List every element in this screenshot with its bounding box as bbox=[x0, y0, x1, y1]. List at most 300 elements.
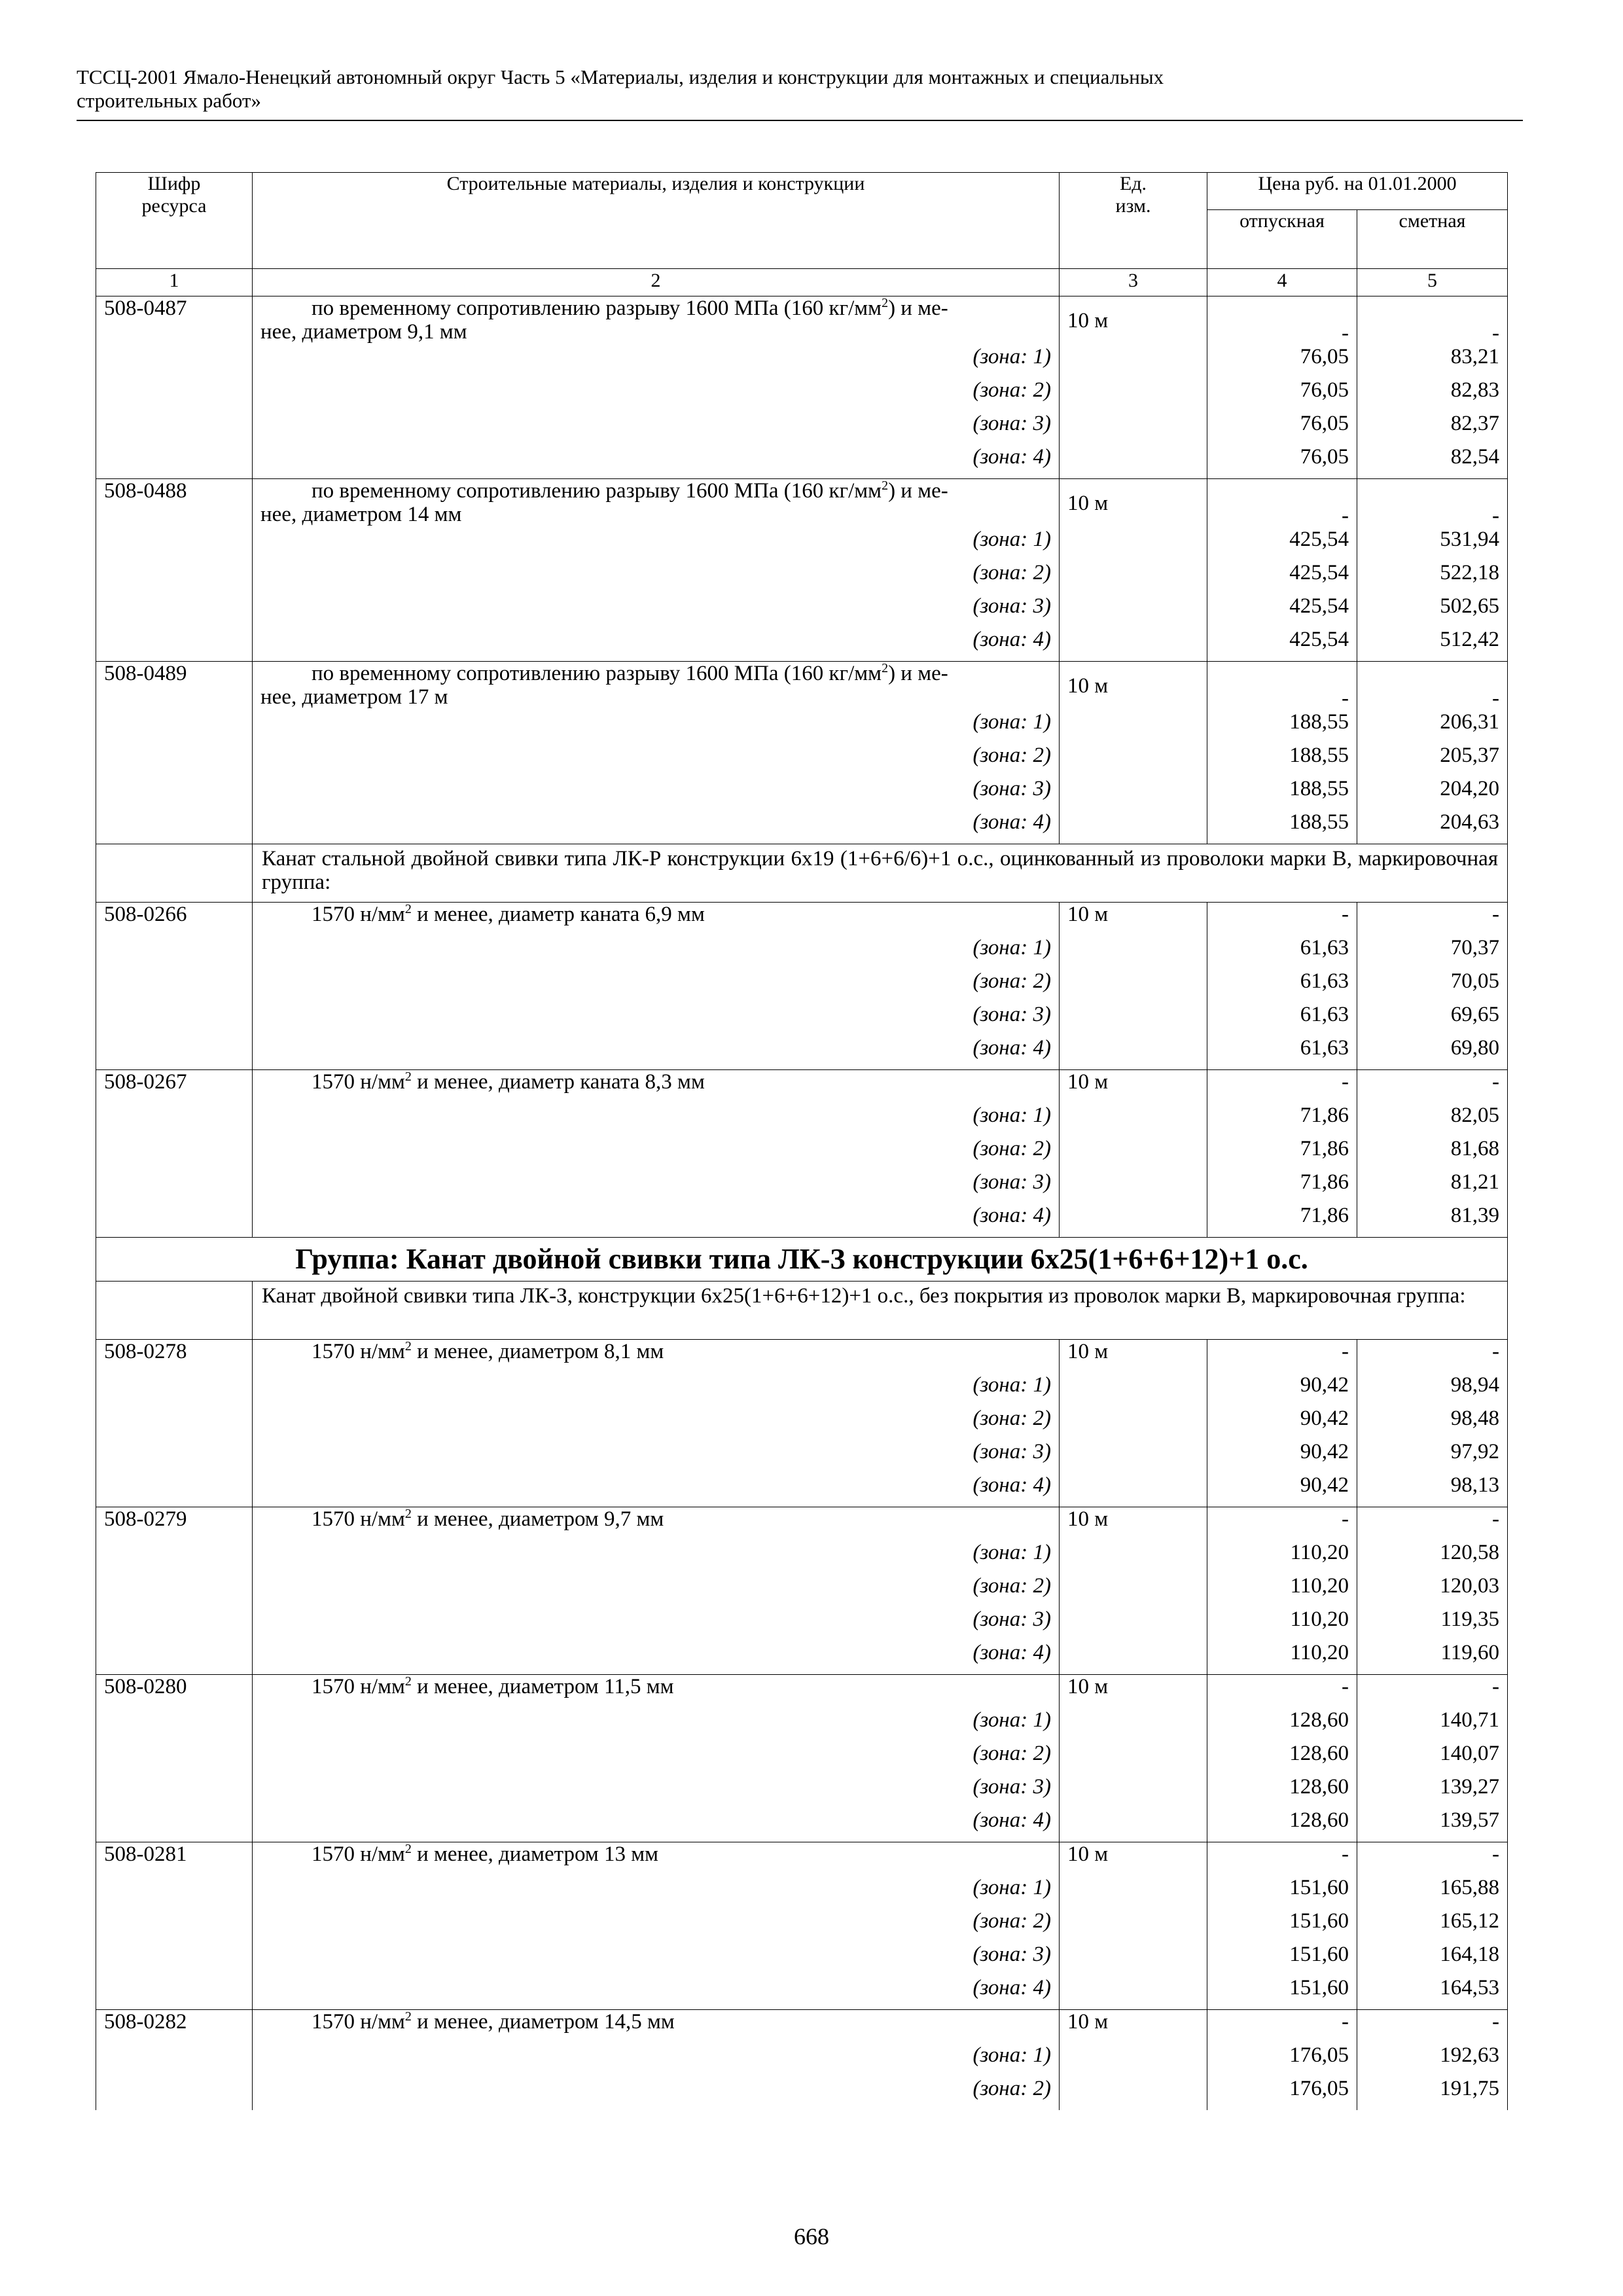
zone-row bbox=[96, 1909, 1508, 1943]
zone-row bbox=[96, 1943, 1508, 1976]
header-unit-l1: Ед. bbox=[1119, 173, 1147, 194]
subsection-row bbox=[96, 844, 1508, 903]
group-heading-row bbox=[96, 1238, 1508, 1282]
empty-unit-cell bbox=[1060, 1808, 1207, 1842]
empty-code-cell bbox=[96, 744, 253, 777]
unit-cell: 10 м bbox=[1060, 1340, 1207, 1374]
zone-row bbox=[96, 1473, 1508, 1507]
empty-code-cell bbox=[96, 1541, 253, 1574]
item-row bbox=[96, 2010, 1508, 2044]
unit-cell: 10 м bbox=[1060, 1070, 1207, 1104]
zone-estimate-price: 82,83 bbox=[1357, 378, 1508, 412]
unit-cell: 10 м bbox=[1060, 903, 1207, 937]
release-price: - bbox=[1207, 903, 1357, 937]
zone-label: (зона: 4) bbox=[253, 1641, 1060, 1675]
description-text-b: и менее, диаметром 14,5 мм bbox=[411, 2010, 675, 2034]
zone-row bbox=[96, 810, 1508, 844]
estimate-price: - bbox=[1357, 1842, 1508, 1876]
column-number: 4 bbox=[1207, 269, 1357, 296]
empty-code-cell bbox=[96, 345, 253, 378]
zone-release-price: 90,42 bbox=[1207, 1373, 1357, 1407]
zone-label: (зона: 1) bbox=[253, 710, 1060, 744]
empty-code-cell bbox=[96, 1943, 253, 1976]
empty-unit-cell bbox=[1060, 2077, 1207, 2110]
unit-cell: 10 м bbox=[1060, 662, 1207, 711]
empty-code-cell bbox=[96, 412, 253, 445]
zone-estimate-price: 206,31 bbox=[1357, 710, 1508, 744]
header-price-cell: Цена руб. на 01.01.2000 bbox=[1207, 173, 1508, 210]
page-number: 668 bbox=[794, 2223, 829, 2250]
zone-estimate-price: 522,18 bbox=[1357, 561, 1508, 594]
empty-code-cell bbox=[96, 594, 253, 628]
empty-unit-cell bbox=[1060, 710, 1207, 744]
zone-label: (зона: 3) bbox=[253, 777, 1060, 810]
zone-row bbox=[96, 1641, 1508, 1675]
item-row bbox=[96, 903, 1508, 937]
zone-row bbox=[96, 710, 1508, 744]
zone-row bbox=[96, 2077, 1508, 2110]
description-text-b: и менее, диаметр каната 6,9 мм bbox=[411, 903, 705, 926]
description-text-b: и менее, диаметром 8,1 мм bbox=[411, 1340, 664, 1363]
zone-estimate-price: 531,94 bbox=[1357, 528, 1508, 561]
item-description bbox=[253, 479, 1060, 528]
zone-label: (зона: 3) bbox=[253, 1440, 1060, 1473]
zone-row bbox=[96, 561, 1508, 594]
resource-code: 508-0488 bbox=[96, 479, 253, 528]
empty-unit-cell bbox=[1060, 2043, 1207, 2077]
zone-label: (зона: 4) bbox=[253, 1473, 1060, 1507]
empty-unit-cell bbox=[1060, 561, 1207, 594]
estimate-price: - bbox=[1357, 1675, 1508, 1709]
zone-estimate-price: 502,65 bbox=[1357, 594, 1508, 628]
zone-estimate-price: 98,94 bbox=[1357, 1373, 1508, 1407]
item-description bbox=[253, 1842, 1060, 1876]
zone-label: (зона: 2) bbox=[253, 744, 1060, 777]
column-number-row bbox=[96, 269, 1508, 296]
empty-unit-cell bbox=[1060, 628, 1207, 662]
resource-code: 508-0278 bbox=[96, 1340, 253, 1374]
zone-label: (зона: 1) bbox=[253, 1373, 1060, 1407]
zone-release-price: 188,55 bbox=[1207, 777, 1357, 810]
item-row bbox=[96, 1340, 1508, 1374]
empty-unit-cell bbox=[1060, 1708, 1207, 1742]
empty-code-cell bbox=[96, 1708, 253, 1742]
zone-release-price: 71,86 bbox=[1207, 1137, 1357, 1170]
empty-unit-cell bbox=[1060, 1909, 1207, 1943]
empty-unit-cell bbox=[1060, 810, 1207, 844]
zone-release-price: 425,54 bbox=[1207, 528, 1357, 561]
empty-unit-cell bbox=[1060, 594, 1207, 628]
empty-code-cell bbox=[96, 969, 253, 1003]
resource-code: 508-0489 bbox=[96, 662, 253, 711]
empty-code-cell bbox=[96, 936, 253, 969]
zone-label: (зона: 1) bbox=[253, 345, 1060, 378]
zone-row bbox=[96, 445, 1508, 479]
empty-code-cell bbox=[96, 844, 253, 903]
zone-row bbox=[96, 969, 1508, 1003]
zone-release-price: 188,55 bbox=[1207, 744, 1357, 777]
superscript-2: 2 bbox=[404, 902, 412, 916]
zone-label: (зона: 4) bbox=[253, 445, 1060, 479]
zone-row bbox=[96, 1137, 1508, 1170]
zone-release-price: 425,54 bbox=[1207, 561, 1357, 594]
zone-label: (зона: 1) bbox=[253, 1708, 1060, 1742]
zone-label: (зона: 2) bbox=[253, 1909, 1060, 1943]
item-description bbox=[253, 2010, 1060, 2044]
column-number: 3 bbox=[1060, 269, 1207, 296]
zone-estimate-price: 119,35 bbox=[1357, 1607, 1508, 1641]
item-row bbox=[96, 296, 1508, 346]
column-number: 5 bbox=[1357, 269, 1508, 296]
zone-row bbox=[96, 1373, 1508, 1407]
zone-estimate-price: 204,63 bbox=[1357, 810, 1508, 844]
zone-row bbox=[96, 936, 1508, 969]
header-unit-l2: изм. bbox=[1115, 195, 1151, 217]
header-code-cell bbox=[96, 173, 253, 269]
empty-unit-cell bbox=[1060, 777, 1207, 810]
empty-code-cell bbox=[96, 1003, 253, 1036]
resource-code: 508-0267 bbox=[96, 1070, 253, 1104]
estimate-price: - bbox=[1357, 479, 1508, 528]
zone-label: (зона: 3) bbox=[253, 412, 1060, 445]
zone-release-price: 110,20 bbox=[1207, 1607, 1357, 1641]
estimate-price: - bbox=[1357, 1507, 1508, 1541]
empty-code-cell bbox=[96, 1909, 253, 1943]
empty-code-cell bbox=[96, 1036, 253, 1070]
zone-release-price: 425,54 bbox=[1207, 594, 1357, 628]
estimate-price: - bbox=[1357, 296, 1508, 346]
empty-code-cell bbox=[96, 810, 253, 844]
zone-label: (зона: 4) bbox=[253, 628, 1060, 662]
description-text-a: 1570 н/мм bbox=[312, 1507, 405, 1531]
zone-label: (зона: 1) bbox=[253, 2043, 1060, 2077]
description-text-b: и менее, диаметром 13 мм bbox=[411, 1842, 658, 1866]
zone-release-price: 90,42 bbox=[1207, 1407, 1357, 1440]
zone-release-price: 61,63 bbox=[1207, 969, 1357, 1003]
zone-estimate-price: 81,68 bbox=[1357, 1137, 1508, 1170]
empty-unit-cell bbox=[1060, 1137, 1207, 1170]
zone-release-price: 61,63 bbox=[1207, 1036, 1357, 1070]
empty-unit-cell bbox=[1060, 1775, 1207, 1808]
empty-unit-cell bbox=[1060, 1574, 1207, 1607]
superscript-2: 2 bbox=[882, 661, 889, 675]
empty-code-cell bbox=[96, 777, 253, 810]
empty-code-cell bbox=[96, 2077, 253, 2110]
release-price: - bbox=[1207, 479, 1357, 528]
description-text-a: 1570 н/мм bbox=[312, 1070, 405, 1094]
description-text-c: нее, диаметром 9,1 мм bbox=[260, 320, 467, 344]
zone-row bbox=[96, 1407, 1508, 1440]
zone-release-price: 425,54 bbox=[1207, 628, 1357, 662]
item-description bbox=[253, 903, 1060, 937]
item-row bbox=[96, 479, 1508, 528]
item-row bbox=[96, 1675, 1508, 1709]
description-text-b: и менее, диаметр каната 8,3 мм bbox=[411, 1070, 705, 1094]
empty-unit-cell bbox=[1060, 1607, 1207, 1641]
empty-code-cell bbox=[96, 1607, 253, 1641]
zone-row bbox=[96, 1204, 1508, 1238]
empty-unit-cell bbox=[1060, 1876, 1207, 1909]
zone-row bbox=[96, 1607, 1508, 1641]
empty-unit-cell bbox=[1060, 969, 1207, 1003]
superscript-2: 2 bbox=[882, 478, 889, 493]
zone-estimate-price: 82,05 bbox=[1357, 1103, 1508, 1137]
zone-release-price: 176,05 bbox=[1207, 2077, 1357, 2110]
zone-release-price: 151,60 bbox=[1207, 1876, 1357, 1909]
zone-label: (зона: 1) bbox=[253, 1876, 1060, 1909]
superscript-2: 2 bbox=[404, 1069, 412, 1084]
empty-code-cell bbox=[96, 1876, 253, 1909]
price-table bbox=[96, 172, 1508, 2110]
empty-code-cell bbox=[96, 628, 253, 662]
empty-unit-cell bbox=[1060, 1943, 1207, 1976]
empty-code-cell bbox=[96, 378, 253, 412]
release-price: - bbox=[1207, 1842, 1357, 1876]
unit-cell: 10 м bbox=[1060, 2010, 1207, 2044]
zone-release-price: 128,60 bbox=[1207, 1742, 1357, 1775]
zone-release-price: 128,60 bbox=[1207, 1775, 1357, 1808]
empty-code-cell bbox=[96, 1103, 253, 1137]
item-row bbox=[96, 1842, 1508, 1876]
zone-row bbox=[96, 345, 1508, 378]
empty-code-cell bbox=[96, 1282, 253, 1340]
zone-label: (зона: 4) bbox=[253, 1808, 1060, 1842]
description-text-a: 1570 н/мм bbox=[312, 1340, 405, 1363]
description-text-a: 1570 н/мм bbox=[312, 903, 405, 926]
zone-label: (зона: 4) bbox=[253, 1204, 1060, 1238]
zone-release-price: 188,55 bbox=[1207, 810, 1357, 844]
empty-unit-cell bbox=[1060, 744, 1207, 777]
zone-label: (зона: 2) bbox=[253, 378, 1060, 412]
zone-row bbox=[96, 1742, 1508, 1775]
superscript-2: 2 bbox=[404, 2009, 412, 2024]
header-code-l1: Шифр bbox=[147, 173, 201, 194]
estimate-price: - bbox=[1357, 2010, 1508, 2044]
zone-label: (зона: 2) bbox=[253, 1742, 1060, 1775]
subsection-text: Канат стальной двойной свивки типа ЛК-Р конструкции 6х19 (1+6+6/6)+1 о.с., оцинкованный из проволоки марки В, маркировочная группа: bbox=[253, 844, 1508, 903]
zone-release-price: 76,05 bbox=[1207, 378, 1357, 412]
release-price: - bbox=[1207, 662, 1357, 711]
zone-release-price: 151,60 bbox=[1207, 1976, 1357, 2010]
empty-unit-cell bbox=[1060, 1541, 1207, 1574]
zone-estimate-price: 120,03 bbox=[1357, 1574, 1508, 1607]
empty-unit-cell bbox=[1060, 1473, 1207, 1507]
empty-code-cell bbox=[96, 1808, 253, 1842]
empty-unit-cell bbox=[1060, 528, 1207, 561]
zone-row bbox=[96, 1541, 1508, 1574]
zone-label: (зона: 4) bbox=[253, 1976, 1060, 2010]
zone-row bbox=[96, 1103, 1508, 1137]
zone-estimate-price: 97,92 bbox=[1357, 1440, 1508, 1473]
zone-release-price: 90,42 bbox=[1207, 1440, 1357, 1473]
empty-code-cell bbox=[96, 561, 253, 594]
unit-cell: 10 м bbox=[1060, 1842, 1207, 1876]
estimate-price: - bbox=[1357, 1070, 1508, 1104]
item-row bbox=[96, 662, 1508, 711]
empty-unit-cell bbox=[1060, 378, 1207, 412]
zone-row bbox=[96, 1003, 1508, 1036]
zone-label: (зона: 2) bbox=[253, 1407, 1060, 1440]
zone-row bbox=[96, 594, 1508, 628]
empty-code-cell bbox=[96, 1373, 253, 1407]
unit-cell: 10 м bbox=[1060, 479, 1207, 528]
zone-estimate-price: 70,05 bbox=[1357, 969, 1508, 1003]
zone-estimate-price: 204,20 bbox=[1357, 777, 1508, 810]
subsection-text: Канат двойной свивки типа ЛК-З, конструкции 6х25(1+6+6+12)+1 о.с., без покрытия из проволок марки В, маркировочная группа: bbox=[253, 1282, 1508, 1340]
resource-code: 508-0487 bbox=[96, 296, 253, 346]
zone-release-price: 151,60 bbox=[1207, 1943, 1357, 1976]
empty-unit-cell bbox=[1060, 1036, 1207, 1070]
empty-code-cell bbox=[96, 1204, 253, 1238]
zone-row bbox=[96, 1440, 1508, 1473]
zone-label: (зона: 3) bbox=[253, 1003, 1060, 1036]
zone-release-price: 128,60 bbox=[1207, 1708, 1357, 1742]
superscript-2: 2 bbox=[404, 1674, 412, 1689]
zone-label: (зона: 3) bbox=[253, 1943, 1060, 1976]
superscript-2: 2 bbox=[882, 296, 889, 310]
item-description bbox=[253, 1340, 1060, 1374]
zone-row bbox=[96, 628, 1508, 662]
zone-label: (зона: 3) bbox=[253, 1607, 1060, 1641]
header-unit-cell bbox=[1060, 173, 1207, 269]
resource-code: 508-0282 bbox=[96, 2010, 253, 2044]
empty-code-cell bbox=[96, 2043, 253, 2077]
zone-estimate-price: 512,42 bbox=[1357, 628, 1508, 662]
release-price: - bbox=[1207, 1070, 1357, 1104]
zone-row bbox=[96, 378, 1508, 412]
empty-unit-cell bbox=[1060, 345, 1207, 378]
description-text-b: ) и ме- bbox=[888, 479, 948, 503]
resource-code: 508-0280 bbox=[96, 1675, 253, 1709]
zone-row bbox=[96, 1574, 1508, 1607]
zone-release-price: 176,05 bbox=[1207, 2043, 1357, 2077]
zone-estimate-price: 98,48 bbox=[1357, 1407, 1508, 1440]
zone-estimate-price: 191,75 bbox=[1357, 2077, 1508, 2110]
release-price: - bbox=[1207, 2010, 1357, 2044]
item-description bbox=[253, 1675, 1060, 1709]
zone-label: (зона: 3) bbox=[253, 1775, 1060, 1808]
description-text-b: ) и ме- bbox=[888, 296, 948, 320]
empty-unit-cell bbox=[1060, 1742, 1207, 1775]
zone-release-price: 188,55 bbox=[1207, 710, 1357, 744]
description-text-a: 1570 н/мм bbox=[312, 2010, 405, 2034]
description-text-c: нее, диаметром 14 мм bbox=[260, 503, 462, 526]
zone-label: (зона: 1) bbox=[253, 1103, 1060, 1137]
empty-unit-cell bbox=[1060, 1407, 1207, 1440]
zone-release-price: 76,05 bbox=[1207, 412, 1357, 445]
zone-release-price: 71,86 bbox=[1207, 1103, 1357, 1137]
zone-row bbox=[96, 1170, 1508, 1204]
zone-estimate-price: 192,63 bbox=[1357, 2043, 1508, 2077]
zone-row bbox=[96, 412, 1508, 445]
item-description bbox=[253, 662, 1060, 711]
price-table-body bbox=[96, 173, 1508, 2111]
unit-cell: 10 м bbox=[1060, 1675, 1207, 1709]
empty-code-cell bbox=[96, 1574, 253, 1607]
empty-unit-cell bbox=[1060, 936, 1207, 969]
zone-row bbox=[96, 1976, 1508, 2010]
resource-code: 508-0266 bbox=[96, 903, 253, 937]
empty-unit-cell bbox=[1060, 445, 1207, 479]
header-rule bbox=[77, 120, 1523, 121]
superscript-2: 2 bbox=[404, 1507, 412, 1521]
description-text-b: и менее, диаметром 9,7 мм bbox=[411, 1507, 664, 1531]
empty-code-cell bbox=[96, 1407, 253, 1440]
release-price: - bbox=[1207, 1675, 1357, 1709]
zone-release-price: 110,20 bbox=[1207, 1641, 1357, 1675]
zone-label: (зона: 4) bbox=[253, 810, 1060, 844]
zone-estimate-price: 164,18 bbox=[1357, 1943, 1508, 1976]
item-description bbox=[253, 296, 1060, 346]
column-number: 1 bbox=[96, 269, 253, 296]
empty-unit-cell bbox=[1060, 1003, 1207, 1036]
unit-cell: 10 м bbox=[1060, 296, 1207, 346]
zone-estimate-price: 82,54 bbox=[1357, 445, 1508, 479]
zone-row bbox=[96, 777, 1508, 810]
zone-estimate-price: 164,53 bbox=[1357, 1976, 1508, 2010]
zone-row bbox=[96, 1876, 1508, 1909]
item-row bbox=[96, 1507, 1508, 1541]
zone-label: (зона: 1) bbox=[253, 1541, 1060, 1574]
header-line-1: ТССЦ-2001 Ямало-Ненецкий автономный округ Часть 5 «Материалы, изделия и конструкции для монтажных и специальных bbox=[77, 65, 1164, 88]
empty-code-cell bbox=[96, 1137, 253, 1170]
resource-code: 508-0279 bbox=[96, 1507, 253, 1541]
zone-release-price: 110,20 bbox=[1207, 1541, 1357, 1574]
empty-code-cell bbox=[96, 528, 253, 561]
item-description bbox=[253, 1070, 1060, 1104]
zone-release-price: 90,42 bbox=[1207, 1473, 1357, 1507]
empty-unit-cell bbox=[1060, 1170, 1207, 1204]
zone-estimate-price: 139,27 bbox=[1357, 1775, 1508, 1808]
zone-release-price: 76,05 bbox=[1207, 345, 1357, 378]
zone-estimate-price: 140,71 bbox=[1357, 1708, 1508, 1742]
zone-estimate-price: 82,37 bbox=[1357, 412, 1508, 445]
zone-estimate-price: 140,07 bbox=[1357, 1742, 1508, 1775]
description-text-c: нее, диаметром 17 м bbox=[260, 685, 448, 709]
zone-row bbox=[96, 1775, 1508, 1808]
header-estimate-cell: сметная bbox=[1357, 210, 1508, 269]
header-release-cell: отпускная bbox=[1207, 210, 1357, 269]
empty-unit-cell bbox=[1060, 412, 1207, 445]
zone-label: (зона: 2) bbox=[253, 1574, 1060, 1607]
empty-unit-cell bbox=[1060, 1103, 1207, 1137]
zone-estimate-price: 165,88 bbox=[1357, 1876, 1508, 1909]
zone-estimate-price: 70,37 bbox=[1357, 936, 1508, 969]
release-price: - bbox=[1207, 296, 1357, 346]
zone-release-price: 128,60 bbox=[1207, 1808, 1357, 1842]
empty-code-cell bbox=[96, 1775, 253, 1808]
estimate-price: - bbox=[1357, 662, 1508, 711]
zone-label: (зона: 1) bbox=[253, 936, 1060, 969]
zone-label: (зона: 2) bbox=[253, 561, 1060, 594]
empty-unit-cell bbox=[1060, 1440, 1207, 1473]
zone-estimate-price: 139,57 bbox=[1357, 1808, 1508, 1842]
empty-unit-cell bbox=[1060, 1373, 1207, 1407]
subsection-row bbox=[96, 1282, 1508, 1340]
zone-estimate-price: 120,58 bbox=[1357, 1541, 1508, 1574]
empty-code-cell bbox=[96, 1440, 253, 1473]
zone-label: (зона: 2) bbox=[253, 1137, 1060, 1170]
table-header-row bbox=[96, 173, 1508, 210]
zone-row bbox=[96, 1808, 1508, 1842]
zone-estimate-price: 69,65 bbox=[1357, 1003, 1508, 1036]
column-number: 2 bbox=[253, 269, 1060, 296]
zone-release-price: 71,86 bbox=[1207, 1204, 1357, 1238]
zone-row bbox=[96, 1708, 1508, 1742]
zone-row bbox=[96, 2043, 1508, 2077]
empty-unit-cell bbox=[1060, 1204, 1207, 1238]
empty-unit-cell bbox=[1060, 1976, 1207, 2010]
